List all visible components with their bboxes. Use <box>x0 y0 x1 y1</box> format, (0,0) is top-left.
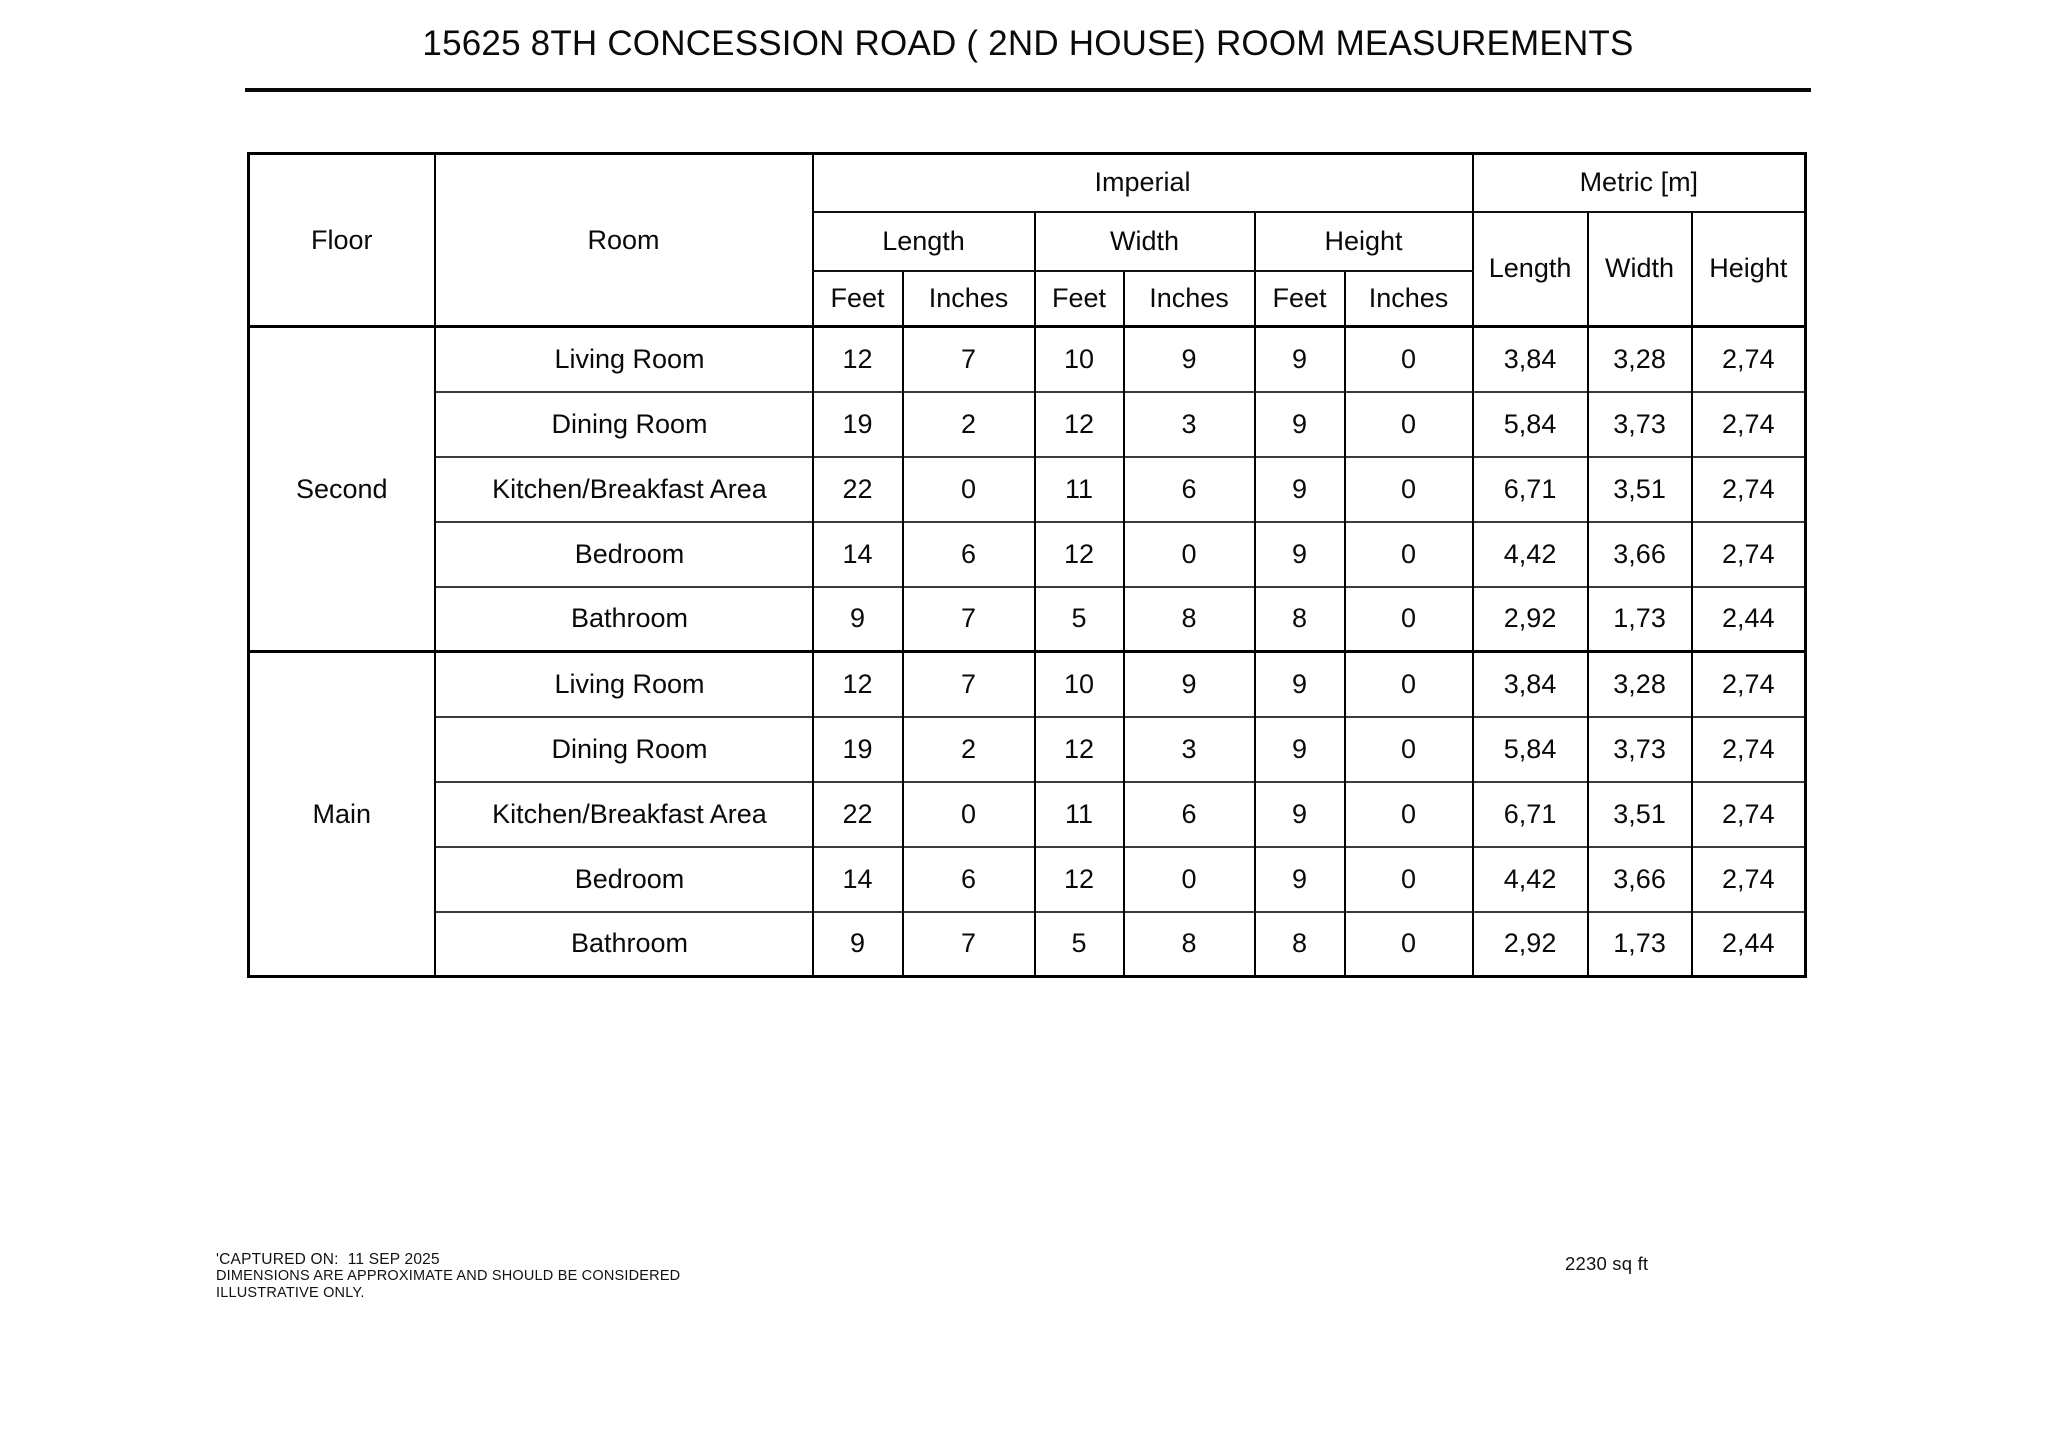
page-title: 15625 8TH CONCESSION ROAD ( 2ND HOUSE) ROOM MEASUREMENTS <box>422 24 1634 63</box>
measurement-cell: 2,92 <box>1473 587 1588 652</box>
table-row <box>249 457 1806 522</box>
header-metric: Metric [m] <box>1473 154 1806 212</box>
measurement-cell: 3,51 <box>1588 782 1692 847</box>
room-cell: Kitchen/Breakfast Area <box>435 457 813 522</box>
measurement-cell: 22 <box>813 782 903 847</box>
measurement-cell: 5,84 <box>1473 717 1588 782</box>
measurement-cell: 2 <box>903 717 1035 782</box>
measurement-cell: 9 <box>1255 392 1345 457</box>
captured-on-note: 'CAPTURED ON: 11 SEP 2025 <box>216 1251 440 1268</box>
header-height-feet: Feet <box>1255 271 1345 327</box>
disclaimer-line-1: DIMENSIONS ARE APPROXIMATE AND SHOULD BE CONSIDERED <box>216 1268 681 1284</box>
measurement-cell: 3,84 <box>1473 327 1588 392</box>
measurement-cell: 0 <box>903 782 1035 847</box>
measurement-cell: 3,28 <box>1588 652 1692 717</box>
header-imperial: Imperial <box>813 154 1473 212</box>
measurement-cell: 9 <box>1255 652 1345 717</box>
header-width-feet: Feet <box>1035 271 1124 327</box>
measurement-cell: 4,42 <box>1473 847 1588 912</box>
room-cell: Bathroom <box>435 587 813 652</box>
measurement-cell: 2,44 <box>1692 587 1806 652</box>
measurement-cell: 6 <box>1124 782 1255 847</box>
measurement-cell: 11 <box>1035 457 1124 522</box>
measurement-cell: 0 <box>903 457 1035 522</box>
measurement-cell: 19 <box>813 717 903 782</box>
measurement-cell: 9 <box>813 587 903 652</box>
disclaimer-line-2: ILLUSTRATIVE ONLY. <box>216 1285 365 1301</box>
measurement-cell: 9 <box>1255 522 1345 587</box>
measurement-cell: 6 <box>1124 457 1255 522</box>
title-underline <box>245 88 1811 92</box>
measurement-cell: 9 <box>1255 847 1345 912</box>
room-cell: Living Room <box>435 652 813 717</box>
measurement-cell: 6,71 <box>1473 457 1588 522</box>
room-measurements-table <box>247 152 1807 978</box>
header-imperial-width: Width <box>1035 212 1255 271</box>
measurement-cell: 12 <box>813 327 903 392</box>
measurement-cell: 3 <box>1124 392 1255 457</box>
measurement-cell: 0 <box>1345 392 1473 457</box>
measurement-cell: 8 <box>1124 587 1255 652</box>
measurement-cell: 9 <box>1255 457 1345 522</box>
measurement-cell: 12 <box>813 652 903 717</box>
measurement-cell: 4,42 <box>1473 522 1588 587</box>
header-floor: Floor <box>249 154 435 327</box>
measurement-cell: 9 <box>1255 717 1345 782</box>
room-cell: Living Room <box>435 327 813 392</box>
measurement-cell: 1,73 <box>1588 587 1692 652</box>
measurement-cell: 0 <box>1345 457 1473 522</box>
header-imperial-height: Height <box>1255 212 1473 271</box>
room-cell: Dining Room <box>435 392 813 457</box>
header-metric-height: Height <box>1692 212 1806 327</box>
measurement-cell: 12 <box>1035 392 1124 457</box>
measurement-cell: 9 <box>1124 652 1255 717</box>
table-row <box>249 782 1806 847</box>
measurement-cell: 3,84 <box>1473 652 1588 717</box>
measurement-cell: 0 <box>1124 522 1255 587</box>
header-metric-width: Width <box>1588 212 1692 327</box>
room-cell: Kitchen/Breakfast Area <box>435 782 813 847</box>
measurement-cell: 8 <box>1255 912 1345 977</box>
table-row <box>249 717 1806 782</box>
measurement-cell: 19 <box>813 392 903 457</box>
measurement-cell: 10 <box>1035 327 1124 392</box>
measurement-cell: 2,74 <box>1692 327 1806 392</box>
measurement-cell: 2 <box>903 392 1035 457</box>
measurement-cell: 9 <box>1255 782 1345 847</box>
table-row <box>249 847 1806 912</box>
measurement-cell: 2,74 <box>1692 457 1806 522</box>
measurement-cell: 2,74 <box>1692 847 1806 912</box>
table-row <box>249 912 1806 977</box>
measurement-cell: 6 <box>903 847 1035 912</box>
total-area: 2230 sq ft <box>1565 1253 1649 1274</box>
measurement-cell: 12 <box>1035 847 1124 912</box>
header-length-feet: Feet <box>813 271 903 327</box>
header-imperial-length: Length <box>813 212 1035 271</box>
measurement-cell: 2,74 <box>1692 782 1806 847</box>
measurement-cell: 0 <box>1124 847 1255 912</box>
measurement-cell: 2,44 <box>1692 912 1806 977</box>
table-row <box>249 327 1806 392</box>
measurement-cell: 0 <box>1345 587 1473 652</box>
measurement-cell: 0 <box>1345 522 1473 587</box>
measurement-cell: 0 <box>1345 652 1473 717</box>
room-cell: Bedroom <box>435 522 813 587</box>
table-row <box>249 392 1806 457</box>
measurement-cell: 3,66 <box>1588 522 1692 587</box>
header-metric-length: Length <box>1473 212 1588 327</box>
header-height-inches: Inches <box>1345 271 1473 327</box>
measurement-cell: 3,66 <box>1588 847 1692 912</box>
footer-notes <box>216 1251 680 1302</box>
table-row <box>249 522 1806 587</box>
measurement-cell: 6,71 <box>1473 782 1588 847</box>
measurement-cell: 8 <box>1255 587 1345 652</box>
room-cell: Bathroom <box>435 912 813 977</box>
measurement-cell: 1,73 <box>1588 912 1692 977</box>
measurement-cell: 0 <box>1345 327 1473 392</box>
measurement-cell: 2,92 <box>1473 912 1588 977</box>
header-width-inches: Inches <box>1124 271 1255 327</box>
measurement-cell: 3,28 <box>1588 327 1692 392</box>
measurement-cell: 2,74 <box>1692 392 1806 457</box>
measurement-cell: 3 <box>1124 717 1255 782</box>
measurement-cell: 9 <box>1255 327 1345 392</box>
room-cell: Bedroom <box>435 847 813 912</box>
measurement-cell: 22 <box>813 457 903 522</box>
measurement-cell: 2,74 <box>1692 522 1806 587</box>
measurement-cell: 7 <box>903 652 1035 717</box>
measurement-cell: 5 <box>1035 587 1124 652</box>
floor-cell: Main <box>249 652 435 977</box>
measurement-cell: 14 <box>813 847 903 912</box>
measurement-cell: 5 <box>1035 912 1124 977</box>
measurement-cell: 0 <box>1345 912 1473 977</box>
measurement-cell: 3,73 <box>1588 717 1692 782</box>
room-cell: Dining Room <box>435 717 813 782</box>
measurement-cell: 7 <box>903 587 1035 652</box>
header-room: Room <box>435 154 813 327</box>
table-row <box>249 652 1806 717</box>
measurement-cell: 2,74 <box>1692 652 1806 717</box>
measurement-cell: 3,73 <box>1588 392 1692 457</box>
table-row <box>249 587 1806 652</box>
measurement-cell: 2,74 <box>1692 717 1806 782</box>
measurement-cell: 12 <box>1035 717 1124 782</box>
measurement-cell: 3,51 <box>1588 457 1692 522</box>
measurement-cell: 10 <box>1035 652 1124 717</box>
measurement-cell: 12 <box>1035 522 1124 587</box>
measurement-cell: 8 <box>1124 912 1255 977</box>
measurement-cell: 0 <box>1345 717 1473 782</box>
measurement-cell: 9 <box>813 912 903 977</box>
measurement-cell: 7 <box>903 912 1035 977</box>
measurement-cell: 5,84 <box>1473 392 1588 457</box>
measurement-cell: 7 <box>903 327 1035 392</box>
measurement-cell: 14 <box>813 522 903 587</box>
measurement-cell: 0 <box>1345 847 1473 912</box>
table-body <box>249 327 1806 977</box>
measurement-cell: 9 <box>1124 327 1255 392</box>
header-length-inches: Inches <box>903 271 1035 327</box>
measurement-cell: 0 <box>1345 782 1473 847</box>
measurement-cell: 6 <box>903 522 1035 587</box>
measurement-cell: 11 <box>1035 782 1124 847</box>
floor-cell: Second <box>249 327 435 652</box>
